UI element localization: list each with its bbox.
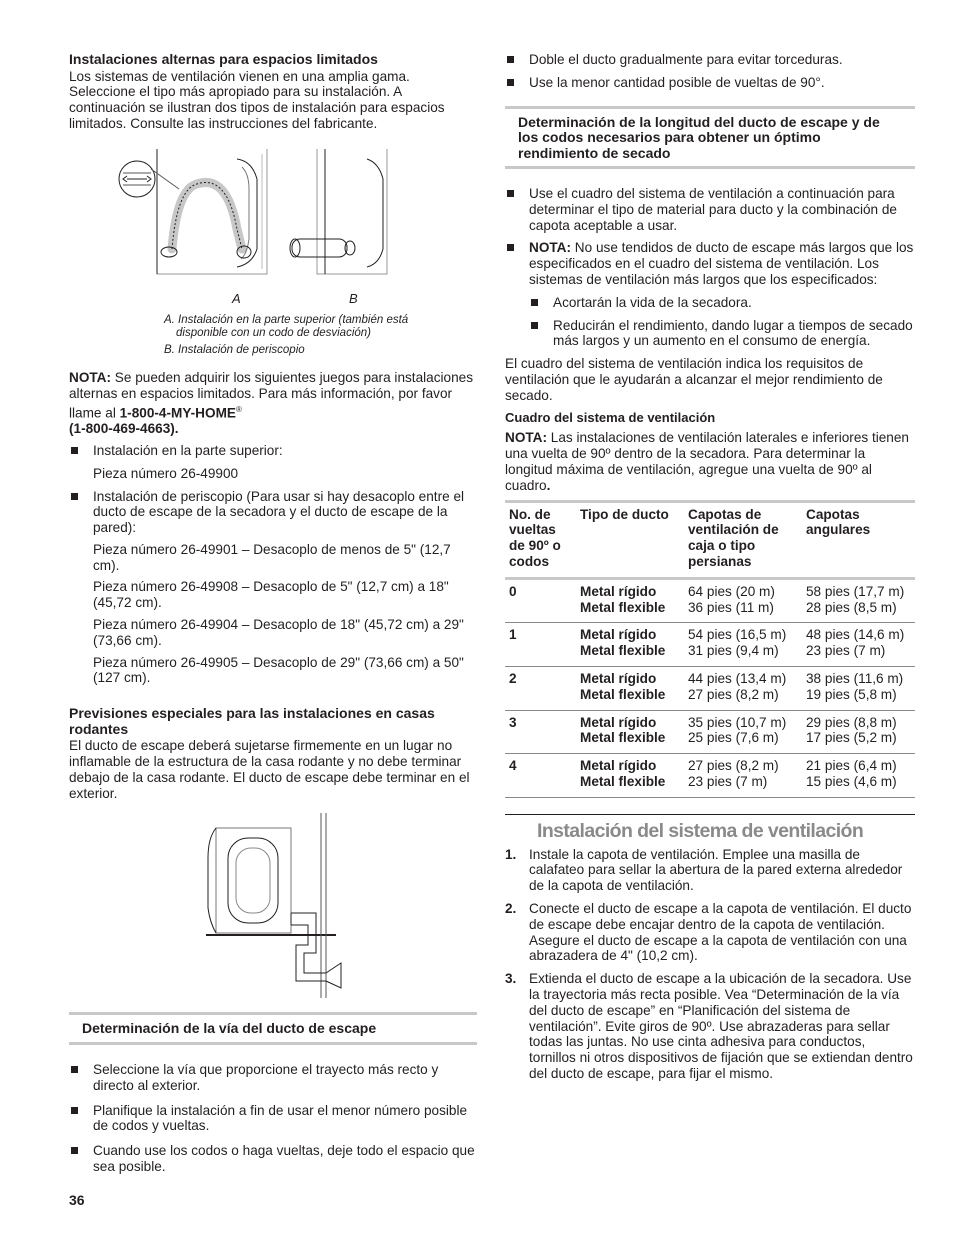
bend-tip: Use la menor cantidad posible de vueltas de 90°. xyxy=(505,75,915,91)
kit-top-part: Pieza número 26-49900 xyxy=(93,465,239,481)
cell-angled-hood xyxy=(802,667,915,711)
mobile-home-figure xyxy=(206,813,366,998)
duct-length-list xyxy=(505,186,915,349)
cell-angled-hood-value: 17 pies (5,2 m) xyxy=(806,730,897,746)
figure-caption xyxy=(69,314,477,358)
duct-path-list xyxy=(69,1062,477,1175)
cell-duct-type-value: Metal rígido xyxy=(580,627,657,643)
cell-angled-hood xyxy=(802,578,915,623)
vent-system-table xyxy=(505,500,915,798)
alt-install-illustration xyxy=(117,149,397,289)
figure-label-a-text: A xyxy=(232,290,241,306)
kits-list xyxy=(69,443,477,686)
cell-box-hood-value: 54 pies (16,5 m) xyxy=(688,627,787,643)
cell-box-hood xyxy=(684,578,802,623)
cell-angled-hood-value: 29 pies (8,8 m) xyxy=(806,714,897,730)
chart-note: NOTA: Las instalaciones de ventilación laterales e inferiores tienen una vuelta de 90º dentro de la secadora. Para determinar la longitud máxima de ventilación, agregue una vuelta de 90º al cuadro. xyxy=(505,430,909,493)
cell-duct-type xyxy=(576,667,684,711)
cell-duct-type xyxy=(576,754,684,798)
cell-duct-type xyxy=(576,578,684,623)
cell-elbows-value: 4 xyxy=(509,758,517,774)
duct-length-subitem: Reducirán el rendimiento, dando lugar a tiempos de secado más largos y un aumento en el consumo de energía. xyxy=(529,318,915,350)
left-column xyxy=(69,52,477,1182)
cell-box-hood-value: 27 pies (8,2 m) xyxy=(688,686,779,702)
table-body xyxy=(505,578,915,797)
duct-path-heading: Determinación de la vía del ducto de escape xyxy=(69,1012,477,1045)
cell-box-hood-value: 31 pies (9,4 m) xyxy=(688,643,779,659)
cell-angled-hood xyxy=(802,710,915,754)
header-duct-type: Tipo de ducto xyxy=(580,506,669,522)
install-step: 1. Instale la capota de ventilación. Emplee una masilla de calafateo para sellar la abertura de la pared externa alrededor de la capota de ventilación. xyxy=(505,846,903,894)
bend-tip: Doble el ducto gradualmente para evitar torceduras. xyxy=(505,52,915,68)
cell-box-hood-value: 25 pies (7,6 m) xyxy=(688,730,779,746)
cell-angled-hood-value: 23 pies (7 m) xyxy=(806,643,886,659)
cell-box-hood-value: 44 pies (13,4 m) xyxy=(688,671,787,687)
install-section-title: Instalación del sistema de ventilación xyxy=(537,819,864,842)
header-angled-hood: Capotas angulares xyxy=(806,506,871,538)
table-row xyxy=(505,667,915,711)
bend-tips-list xyxy=(505,52,915,91)
chart-intro: El cuadro del sistema de ventilación indica los requisitos de ventilación que le ayudarán a alcanzar el mejor rendimiento de secado. xyxy=(505,356,883,403)
chart-title: Cuadro del sistema de ventilación xyxy=(505,409,716,425)
cell-duct-type-value: Metal rígido xyxy=(580,758,657,774)
cell-angled-hood-value: 15 pies (4,6 m) xyxy=(806,774,897,789)
duct-path-item: Seleccione la vía que proporcione el trayecto más recto y directo al exterior. xyxy=(69,1062,477,1094)
cell-duct-type-value: Metal rígido xyxy=(580,714,657,730)
install-step: 3. Extienda el ducto de escape a la ubicación de la secadora. Use la trayectoria más recta posible. Vea “Determinación de la vía del ducto de escape” en “Planificación del sistema de ventilación”. Evite giros de 90º. Use abrazaderas para sellar todas las juntas. No use cinta adhesiva para conductos, tornillos ni otros dispositivos de fijación que se extiendan dentro del ducto de escape, para fijar el mismo. xyxy=(505,971,913,1081)
cell-elbows-value: 3 xyxy=(509,714,517,730)
cell-angled-hood-value: 48 pies (14,6 m) xyxy=(806,627,905,643)
table-header-row xyxy=(505,501,915,578)
cell-elbows xyxy=(505,578,576,623)
kit-part: Pieza número 26-49905 – Desacoplo de 29" (73,66 cm) a 50" (127 cm). xyxy=(93,654,464,686)
cell-duct-type xyxy=(576,710,684,754)
cell-box-hood xyxy=(684,623,802,667)
duct-length-note-item: NOTA: No use tendidos de ducto de escape más largos que los especificados en el cuadro del sistema de ventilación. Los sistemas de ventilación más largos que los especificados: Acortarán la vida de la secadora. Reducirán el rendimiento, dando lugar a tiempos de secado más largos y un aumento en el consumo de energía. xyxy=(505,240,915,349)
kit-top-item: Instalación en la parte superior: Pieza número 26-49900 xyxy=(69,443,477,482)
alt-install-figure xyxy=(117,149,397,306)
kit-part: Pieza número 26-49908 – Desacoplo de 5" (12,7 cm) a 18" (45,72 cm). xyxy=(93,579,449,611)
figure-label-b-text: B xyxy=(349,290,358,306)
cell-box-hood-value: 35 pies (10,7 m) xyxy=(688,714,787,730)
cell-box-hood xyxy=(684,754,802,798)
cell-box-hood-value: 64 pies (20 m) xyxy=(688,583,775,599)
cell-angled-hood xyxy=(802,754,915,798)
cell-elbows-value: 0 xyxy=(509,583,517,599)
alt-install-body: Los sistemas de ventilación vienen en una amplia gama. Seleccione el tipo más apropiado para su instalación. A continuación se ilustran dos tipos de instalación para espacios limitados. Consulte las instrucciones del fabricante. xyxy=(69,68,445,131)
right-column xyxy=(505,52,915,1089)
header-box-hood: Capotas de ventilación de caja o tipo persianas xyxy=(688,506,779,570)
caption-a-line2: disponible con un codo de desviación) xyxy=(176,327,371,340)
cell-duct-type-value: Metal flexible xyxy=(580,730,666,746)
duct-length-heading: Determinación de la longitud del ducto de escape y de los codos necesarios para obtener un óptimo rendimiento de secado xyxy=(505,106,915,170)
header-elbows: No. de vueltas de 90º o codos xyxy=(509,506,561,570)
table-row xyxy=(505,578,915,623)
page-number: 36 xyxy=(69,1192,85,1208)
duct-length-item: Use el cuadro del sistema de ventilación a continuación para determinar el tipo de material para ducto y la combinación de capota aceptable a usar. xyxy=(505,186,915,233)
table-row xyxy=(505,710,915,754)
duct-length-subitem: Acortarán la vida de la secadora. xyxy=(529,295,915,311)
cell-elbows xyxy=(505,623,576,667)
cell-elbows xyxy=(505,754,576,798)
section-rule xyxy=(505,814,915,815)
duct-path-item: Planifique la instalación a fin de usar el menor número posible de codos y vueltas. xyxy=(69,1103,477,1135)
cell-box-hood-value: 27 pies (8,2 m) xyxy=(688,758,779,774)
cell-duct-type-value: Metal rígido xyxy=(580,583,657,599)
cell-angled-hood-value: 28 pies (8,5 m) xyxy=(806,599,897,615)
cell-angled-hood-value: 19 pies (5,8 m) xyxy=(806,686,897,702)
kit-part: Pieza número 26-49904 – Desacoplo de 18" (45,72 cm) a 29" (73,66 cm). xyxy=(93,617,464,648)
kit-part: Pieza número 26-49901 – Desacoplo de menos de 5" (12,7 cm). xyxy=(93,541,451,573)
install-steps xyxy=(505,847,915,1082)
cell-elbows xyxy=(505,710,576,754)
kit-periscope-item: Instalación de periscopio (Para usar si hay desacoplo entre el ducto de escape de la secadora y el ducto de escape de la pared): Pieza número 26-49901 – Desacoplo de menos de 5" (12,7 cm). Pieza número 26-49908 – Desacoplo de 5" (12,7 cm) a 18" (45,72 cm). Pieza número 26-49904 – Desacoplo de 18" (45,72 cm) a 29" (73,66 cm). Pieza número 26-49905 – Desacoplo de 29" (73,66 cm) a 50" (127 cm). xyxy=(69,489,477,687)
mobile-home-body: El ducto de escape deberá sujetarse firmemente en un lugar no inflamable de la estructura de la casa rodante y no debe terminar debajo de la casa rodante. El ducto de escape debe terminar en el exterior. xyxy=(69,738,470,801)
mobile-home-heading: Previsiones especiales para las instalaciones en casas rodantes xyxy=(69,705,435,737)
duct-length-sublist xyxy=(529,295,915,349)
cell-angled-hood-value: 21 pies (6,4 m) xyxy=(806,758,897,774)
cell-duct-type-value: Metal flexible xyxy=(580,599,666,615)
caption-a-line1: A. Instalación en la parte superior (también está xyxy=(164,313,409,326)
cell-elbows xyxy=(505,667,576,711)
cell-duct-type-value: Metal flexible xyxy=(580,774,666,789)
cell-duct-type-value: Metal flexible xyxy=(580,643,666,659)
cell-box-hood xyxy=(684,667,802,711)
kits-note: NOTA: Se pueden adquirir los siguientes juegos para instalaciones alternas en espacios limitados. Para más información, por favor llame al 1-800-4-MY-HOME® (1-800-469-4663). xyxy=(69,370,474,437)
cell-angled-hood-value: 58 pies (17,7 m) xyxy=(806,583,905,599)
alt-install-heading: Instalaciones alternas para espacios limitados xyxy=(69,51,378,67)
table-row xyxy=(505,754,915,798)
mobile-home-illustration xyxy=(206,813,366,998)
cell-box-hood-value: 23 pies (7 m) xyxy=(688,774,768,789)
cell-elbows-value: 1 xyxy=(509,627,517,643)
cell-duct-type-value: Metal rígido xyxy=(580,671,657,687)
cell-elbows-value: 2 xyxy=(509,671,517,687)
table-row xyxy=(505,623,915,667)
install-step: 2. Conecte el ducto de escape a la capota de ventilación. El ducto de escape debe encajar dentro de la capota de ventilación. Asegure el ducto de escape a la capota de ventilación con una abrazadera de 4" (10,2 cm). xyxy=(505,900,912,964)
duct-path-item: Cuando use los codos o haga vueltas, deje todo el espacio que sea posible. xyxy=(69,1143,477,1175)
cell-duct-type-value: Metal flexible xyxy=(580,686,666,702)
cell-duct-type xyxy=(576,623,684,667)
caption-b: B. Instalación de periscopio xyxy=(164,343,305,356)
cell-box-hood xyxy=(684,710,802,754)
cell-box-hood-value: 36 pies (11 m) xyxy=(688,599,774,615)
cell-angled-hood xyxy=(802,623,915,667)
cell-angled-hood-value: 38 pies (11,6 m) xyxy=(806,671,904,687)
